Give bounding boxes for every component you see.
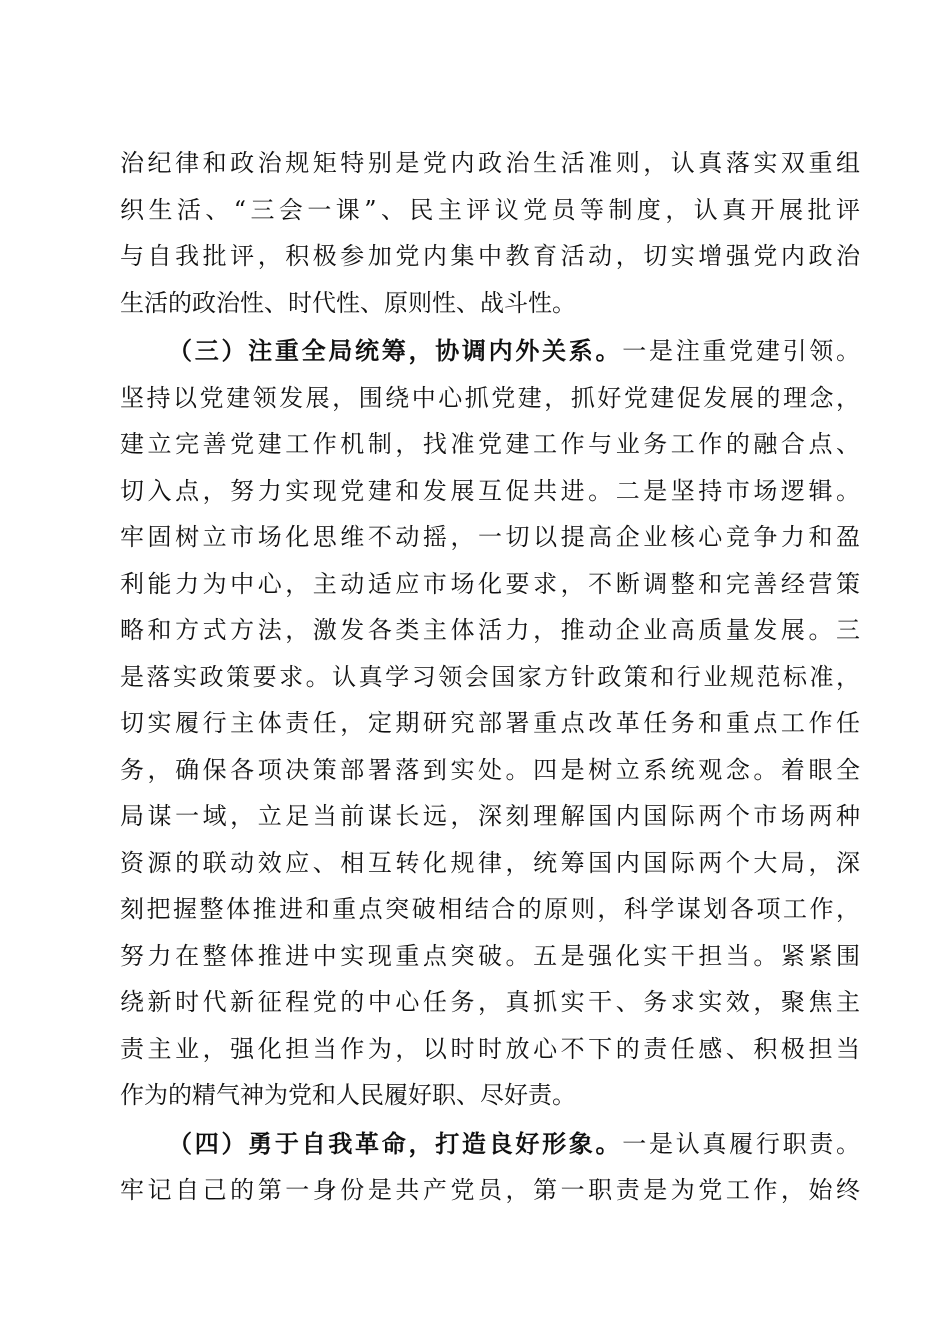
- paragraph-3-first-line: [120, 1121, 860, 1168]
- paragraph-3-heading: （四）勇于自我革命，打造良好形象。: [168, 1128, 623, 1158]
- paragraph-2-line: 利能力为中心，主动适应市场化要求，不断调整和完善经营策: [120, 569, 860, 598]
- paragraph-2-line: 资源的联动效应、相互转化规律，统筹国内国际两个大局，深: [120, 848, 860, 877]
- paragraph-2-first-line-text: 一是注重党建引领。: [622, 337, 860, 365]
- paragraph-2-line: 切实履行主体责任，定期研究部署重点改革任务和重点工作任: [120, 709, 860, 737]
- paragraph-2-line: 绕新时代新征程党的中心任务，真抓实干、务求实效，聚焦主: [120, 988, 860, 1016]
- paragraph-2-line: 是落实政策要求。认真学习领会国家方针政策和行业规范标准，: [120, 662, 860, 691]
- paragraph-2-line: 务，确保各项决策部署落到实处。四是树立系统观念。着眼全: [120, 755, 860, 784]
- document-page: [120, 140, 860, 1214]
- paragraph-2-line: 努力在整体推进中实现重点突破。五是强化实干担当。紧紧围: [120, 941, 860, 970]
- paragraph-1-line: 与自我批评，积极参加党内集中教育活动，切实增强党内政治: [120, 242, 860, 270]
- paragraph-1: [120, 140, 860, 326]
- paragraph-2-line: 坚持以党建领发展，围绕中心抓党建，抓好党建促发展的理念，: [120, 383, 860, 412]
- paragraph-2-line: 作为的精气神为党和人民履好职、尽好责。: [120, 1081, 576, 1109]
- paragraph-2-first-line: [120, 328, 860, 375]
- paragraph-1-line: 治纪律和政治规矩特别是党内政治生活准则，认真落实双重组: [120, 149, 860, 177]
- paragraph-2-line: 刻把握整体推进和重点突破相结合的原则，科学谋划各项工作，: [120, 895, 860, 923]
- paragraph-2-line: 略和方式方法，激发各类主体活力，推动企业高质量发展。三: [120, 616, 860, 644]
- paragraph-2-heading: （三）注重全局统筹，协调内外关系。: [168, 336, 623, 365]
- paragraph-2-line: 责主业，强化担当作为，以时时放心不下的责任感、积极担当: [120, 1034, 860, 1063]
- paragraph-2-line: 切入点，努力实现党建和发展互促共进。二是坚持市场逻辑。: [120, 476, 860, 505]
- paragraph-2-line: 牢固树立市场化思维不动摇，一切以提高企业核心竞争力和盈: [120, 523, 860, 551]
- paragraph-2: [120, 328, 860, 1119]
- paragraph-3-first-line-text: 一是认真履行职责。: [622, 1129, 860, 1158]
- paragraph-3: [120, 1121, 860, 1214]
- paragraph-2-line: 局谋一域，立足当前谋长远，深刻理解国内国际两个市场两种: [120, 802, 860, 830]
- paragraph-3-line: 牢记自己的第一身份是共产党员，第一职责是为党工作，始终: [120, 1176, 860, 1204]
- paragraph-1-line: 生活的政治性、时代性、原则性、战斗性。: [120, 288, 576, 317]
- paragraph-1-line: 织生活、“三会一课”、民主评议党员等制度，认真开展批评: [120, 195, 860, 224]
- paragraph-2-line: 建立完善党建工作机制，找准党建工作与业务工作的融合点、: [120, 430, 860, 458]
